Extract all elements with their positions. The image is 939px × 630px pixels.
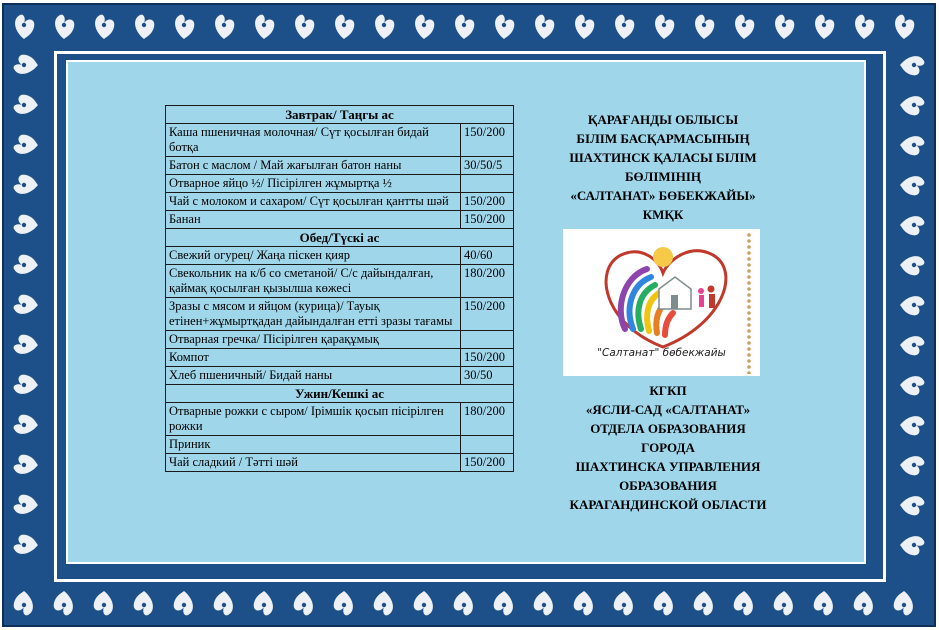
dish-portion: 30/50/5 bbox=[461, 157, 514, 175]
strip-dot bbox=[747, 281, 751, 285]
ornament-motif bbox=[295, 15, 314, 39]
decorative-strip bbox=[741, 231, 757, 374]
dish-name: Компот bbox=[166, 349, 461, 367]
menu-section-header bbox=[166, 229, 514, 247]
strip-dot bbox=[747, 245, 751, 249]
dish-name: Каша пшеничная молочная/ Сүт қосылған бидай ботқа bbox=[166, 124, 461, 157]
dish-name: Зразы с мясом и яйцом (курица)/ Тауық етінен+жұмыртқадан дайындалған етті зразы тағамы bbox=[166, 298, 461, 331]
ornament-motif bbox=[900, 216, 924, 235]
ornament-motif bbox=[455, 15, 474, 39]
ornament-motif bbox=[900, 416, 924, 435]
dish-name: Чай с молоком и сахаром/ Сүт қосылған қантты шәй bbox=[166, 193, 461, 211]
strip-dot bbox=[747, 371, 751, 374]
menu-row bbox=[166, 247, 514, 265]
org-ru-line: «ЯСЛИ-САД «САЛТАНАТ» bbox=[585, 402, 751, 417]
dish-portion bbox=[461, 436, 514, 454]
strip-dot bbox=[747, 323, 751, 327]
menu-row bbox=[166, 349, 514, 367]
ornament-motif bbox=[14, 535, 38, 554]
strip-dot bbox=[747, 335, 751, 339]
dish-portion: 150/200 bbox=[461, 454, 514, 472]
ornament-motif bbox=[134, 591, 153, 615]
strip-dot bbox=[747, 275, 751, 279]
ornament-motif bbox=[14, 95, 38, 114]
dish-name: Свекольник на к/б со сметаной/ С/с дайындалған, қаймақ қосылған қызылша көжесі bbox=[166, 265, 461, 298]
ornament-motif bbox=[895, 15, 914, 39]
ornament-motif bbox=[534, 591, 553, 615]
ornament-motif bbox=[735, 15, 754, 39]
ornament-motif bbox=[334, 591, 353, 615]
ornament-motif bbox=[14, 135, 38, 154]
ornament-motif bbox=[900, 176, 924, 195]
menu-row bbox=[166, 211, 514, 229]
menu-table bbox=[165, 105, 514, 472]
ornament-motif bbox=[14, 255, 38, 274]
strip-dot bbox=[747, 311, 751, 315]
ornament-motif bbox=[574, 591, 593, 615]
ornament-motif bbox=[734, 591, 753, 615]
ornament-motif bbox=[774, 591, 793, 615]
org-kz-line: «САЛТАНАТ» БӨБЕКЖАЙЫ» bbox=[570, 188, 756, 203]
dish-portion: 40/60 bbox=[461, 247, 514, 265]
org-kz-line: ШАХТИНСК ҚАЛАСЫ БІЛІМ bbox=[569, 150, 757, 165]
dish-name: Отварное яйцо ½/ Пісірілген жұмыртқа ½ bbox=[166, 175, 461, 193]
ornament-motif bbox=[900, 496, 924, 515]
strip-dot bbox=[747, 263, 751, 267]
org-ru-line: ШАХТИНСКА УПРАВЛЕНИЯ bbox=[575, 459, 761, 474]
ornament-motif bbox=[14, 295, 38, 314]
ornament-motif bbox=[900, 456, 924, 475]
menu-row bbox=[166, 436, 514, 454]
ornament-motif bbox=[14, 55, 38, 74]
menu-section-header bbox=[166, 106, 514, 124]
ornament-motif bbox=[294, 591, 313, 615]
strip-dot bbox=[747, 359, 751, 363]
menu-row bbox=[166, 157, 514, 175]
ornament-motif bbox=[335, 15, 354, 39]
ornament-motif bbox=[254, 591, 273, 615]
strip-dot bbox=[747, 257, 751, 261]
strip-dot bbox=[747, 299, 751, 303]
meal-title: Ужин/Кешкі ас bbox=[166, 385, 514, 403]
strip-dot bbox=[747, 233, 751, 237]
menu-row bbox=[166, 403, 514, 436]
ornament-motif bbox=[255, 15, 274, 39]
ornament-motif bbox=[14, 375, 38, 394]
dish-name: Свежий огурец/ Жаңа піскен қияр bbox=[166, 247, 461, 265]
ornament-motif bbox=[535, 15, 554, 39]
ornament-motif bbox=[900, 296, 924, 315]
ornament-motif bbox=[374, 591, 393, 615]
ornament-motif bbox=[894, 591, 913, 615]
menu-row bbox=[166, 124, 514, 157]
ornament-motif bbox=[415, 15, 434, 39]
ornament-motif bbox=[214, 591, 233, 615]
ornament-motif bbox=[900, 256, 924, 275]
strip-dot bbox=[747, 341, 751, 345]
ornament-motif bbox=[215, 15, 234, 39]
ornament-motif bbox=[694, 591, 713, 615]
ornament-motif bbox=[454, 591, 473, 615]
org-kz-line: ҚАРАҒАНДЫ ОБЛЫСЫ bbox=[587, 112, 739, 127]
dish-portion: 30/50 bbox=[461, 367, 514, 385]
dish-portion: 150/200 bbox=[461, 124, 514, 157]
ornament-motif bbox=[900, 336, 924, 355]
strip-dot bbox=[747, 347, 751, 351]
strip-dot bbox=[747, 239, 751, 243]
ornament-motif bbox=[614, 591, 633, 615]
dish-name: Приник bbox=[166, 436, 461, 454]
ornament-motif bbox=[375, 15, 394, 39]
meal-title: Завтрак/ Таңгы ас bbox=[166, 106, 514, 124]
ornament-motif bbox=[494, 591, 513, 615]
ornament-motif bbox=[655, 15, 674, 39]
strip-dot bbox=[747, 329, 751, 333]
ornament-motif bbox=[54, 591, 73, 615]
ornament-motif bbox=[495, 15, 514, 39]
dish-name: Хлеб пшеничный/ Бидай наны bbox=[166, 367, 461, 385]
ornament-motif bbox=[695, 15, 714, 39]
ornament-motif bbox=[575, 15, 594, 39]
org-name-russian bbox=[540, 381, 796, 514]
ornament-motif bbox=[14, 415, 38, 434]
strip-dot bbox=[747, 317, 751, 321]
ornament-motif bbox=[15, 15, 34, 39]
dish-name: Банан bbox=[166, 211, 461, 229]
ornament-motif bbox=[854, 591, 873, 615]
menu-row bbox=[166, 298, 514, 331]
ornament-motif bbox=[900, 536, 924, 555]
meal-title: Обед/Түскі ас bbox=[166, 229, 514, 247]
ornament-motif bbox=[174, 591, 193, 615]
ornament-motif bbox=[135, 15, 154, 39]
ornament-motif bbox=[94, 591, 113, 615]
org-ru-line: ОТДЕЛА ОБРАЗОВАНИЯ bbox=[590, 421, 746, 436]
dish-portion bbox=[461, 331, 514, 349]
ornament-motif bbox=[14, 215, 38, 234]
dish-portion: 150/200 bbox=[461, 349, 514, 367]
menu-row bbox=[166, 265, 514, 298]
org-ru-line: КГКП bbox=[649, 383, 687, 398]
ornament-motif bbox=[654, 591, 673, 615]
logo-caption: "Салтанат" бөбекжайы bbox=[597, 347, 726, 359]
ornament-motif bbox=[615, 15, 634, 39]
dish-name: Батон с маслом / Май жағылған батон наны bbox=[166, 157, 461, 175]
ornament-motif bbox=[175, 15, 194, 39]
menu-row bbox=[166, 331, 514, 349]
strip-dot bbox=[747, 251, 751, 255]
dish-portion: 150/200 bbox=[461, 298, 514, 331]
ornament-motif bbox=[814, 591, 833, 615]
ornament-motif bbox=[900, 376, 924, 395]
dish-name: Чай сладкий / Тәтті шәй bbox=[166, 454, 461, 472]
menu-row bbox=[166, 367, 514, 385]
dish-portion: 150/200 bbox=[461, 193, 514, 211]
strip-dot bbox=[747, 287, 751, 291]
org-name-kazakh bbox=[548, 110, 778, 224]
strip-dot bbox=[747, 293, 751, 297]
menu-row bbox=[166, 193, 514, 211]
ornament-motif bbox=[14, 591, 33, 615]
dish-portion: 180/200 bbox=[461, 403, 514, 436]
org-ru-line: ГОРОДА bbox=[641, 440, 695, 455]
strip-dot bbox=[747, 365, 751, 369]
ornament-motif bbox=[855, 15, 874, 39]
dish-portion: 180/200 bbox=[461, 265, 514, 298]
ornament-motif bbox=[900, 96, 924, 115]
org-ru-line: ОБРАЗОВАНИЯ bbox=[619, 478, 717, 493]
kindergarten-logo bbox=[563, 229, 760, 376]
menu-section-header bbox=[166, 385, 514, 403]
menu-row bbox=[166, 175, 514, 193]
ornament-motif bbox=[775, 15, 794, 39]
dish-name: Отварные рожки с сыром/ Ірімшік қосып пісірілген рожки bbox=[166, 403, 461, 436]
ornament-motif bbox=[815, 15, 834, 39]
org-kz-line: БІЛІМ БАСҚАРМАСЫНЫҢ bbox=[576, 131, 750, 146]
dish-portion bbox=[461, 175, 514, 193]
org-kz-line: КМҚК bbox=[642, 207, 684, 222]
ornament-motif bbox=[900, 136, 924, 155]
strip-dot bbox=[747, 305, 751, 309]
ornament-motif bbox=[900, 56, 924, 75]
ornament-motif bbox=[14, 495, 38, 514]
menu-row bbox=[166, 454, 514, 472]
dish-portion: 150/200 bbox=[461, 211, 514, 229]
org-kz-line: БӨЛІМІНІҢ bbox=[624, 169, 702, 184]
ornament-motif bbox=[14, 335, 38, 354]
ornament-motif bbox=[14, 455, 38, 474]
strip-dot bbox=[747, 353, 751, 357]
ornament-motif bbox=[414, 591, 433, 615]
strip-dot bbox=[747, 269, 751, 273]
dish-name: Отварная гречка/ Пісірілген қарақұмық bbox=[166, 331, 461, 349]
org-ru-line: КАРАГАНДИНСКОЙ ОБЛАСТИ bbox=[569, 497, 767, 512]
ornament-motif bbox=[14, 175, 38, 194]
ornament-motif bbox=[95, 15, 114, 39]
ornament-motif bbox=[55, 15, 74, 39]
